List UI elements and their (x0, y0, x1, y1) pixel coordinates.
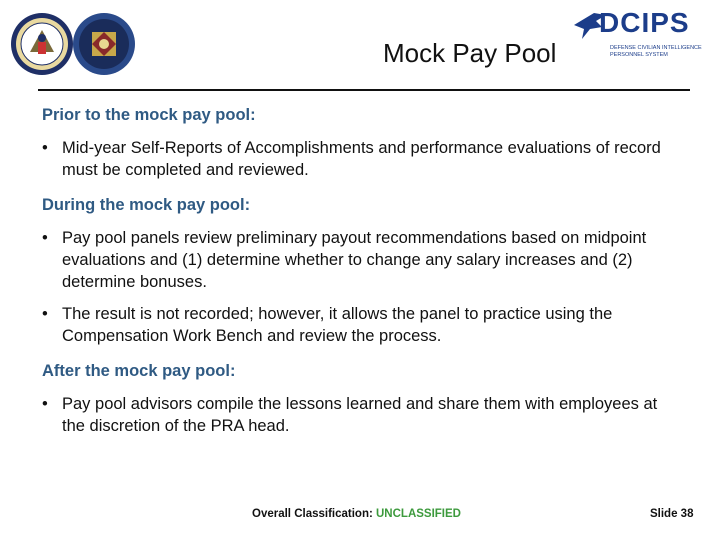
bullet-icon: • (42, 229, 48, 247)
classification-value: UNCLASSIFIED (376, 508, 461, 520)
classification-banner (252, 508, 461, 520)
bullet-icon: • (42, 139, 48, 157)
list-item (42, 393, 682, 437)
logo-wordmark: DCIPS (599, 7, 690, 38)
bullet-text: Pay pool panels review preliminary payout recommendations based on midpoint evaluations and (1) determine whether to change any salary increases and (2) determine bonuses. (62, 229, 647, 291)
section-heading-after: After the mock pay pool: (42, 362, 236, 380)
army-seal-icon (10, 12, 74, 76)
logo-subtitle: DEFENSE CIVILIAN INTELLIGENCE PERSONNEL SYSTEM (610, 45, 702, 58)
bullet-text: Pay pool advisors compile the lessons learned and share them with employees at the discretion of the PRA head. (62, 395, 658, 435)
inscom-seal-icon (72, 12, 136, 76)
list-item (42, 303, 682, 347)
dcips-logo (572, 5, 712, 70)
list-item (42, 227, 682, 293)
header-divider (38, 89, 690, 91)
page-title: Mock Pay Pool (383, 38, 557, 68)
bullet-icon: • (42, 305, 48, 323)
bullet-text: Mid-year Self-Reports of Accomplishments and performance evaluations of record must be completed and reviewed. (62, 139, 661, 179)
bullet-icon: • (42, 395, 48, 413)
slide-body (42, 106, 682, 447)
slide-number: Slide 38 (650, 508, 694, 520)
section-heading-prior: Prior to the mock pay pool: (42, 106, 256, 124)
classification-label: Overall Classification: (252, 508, 373, 520)
bullet-text: The result is not recorded; however, it allows the panel to practice using the Compensation Work Bench and review the process. (62, 305, 613, 345)
section-heading-during: During the mock pay pool: (42, 196, 251, 214)
list-item (42, 137, 682, 181)
